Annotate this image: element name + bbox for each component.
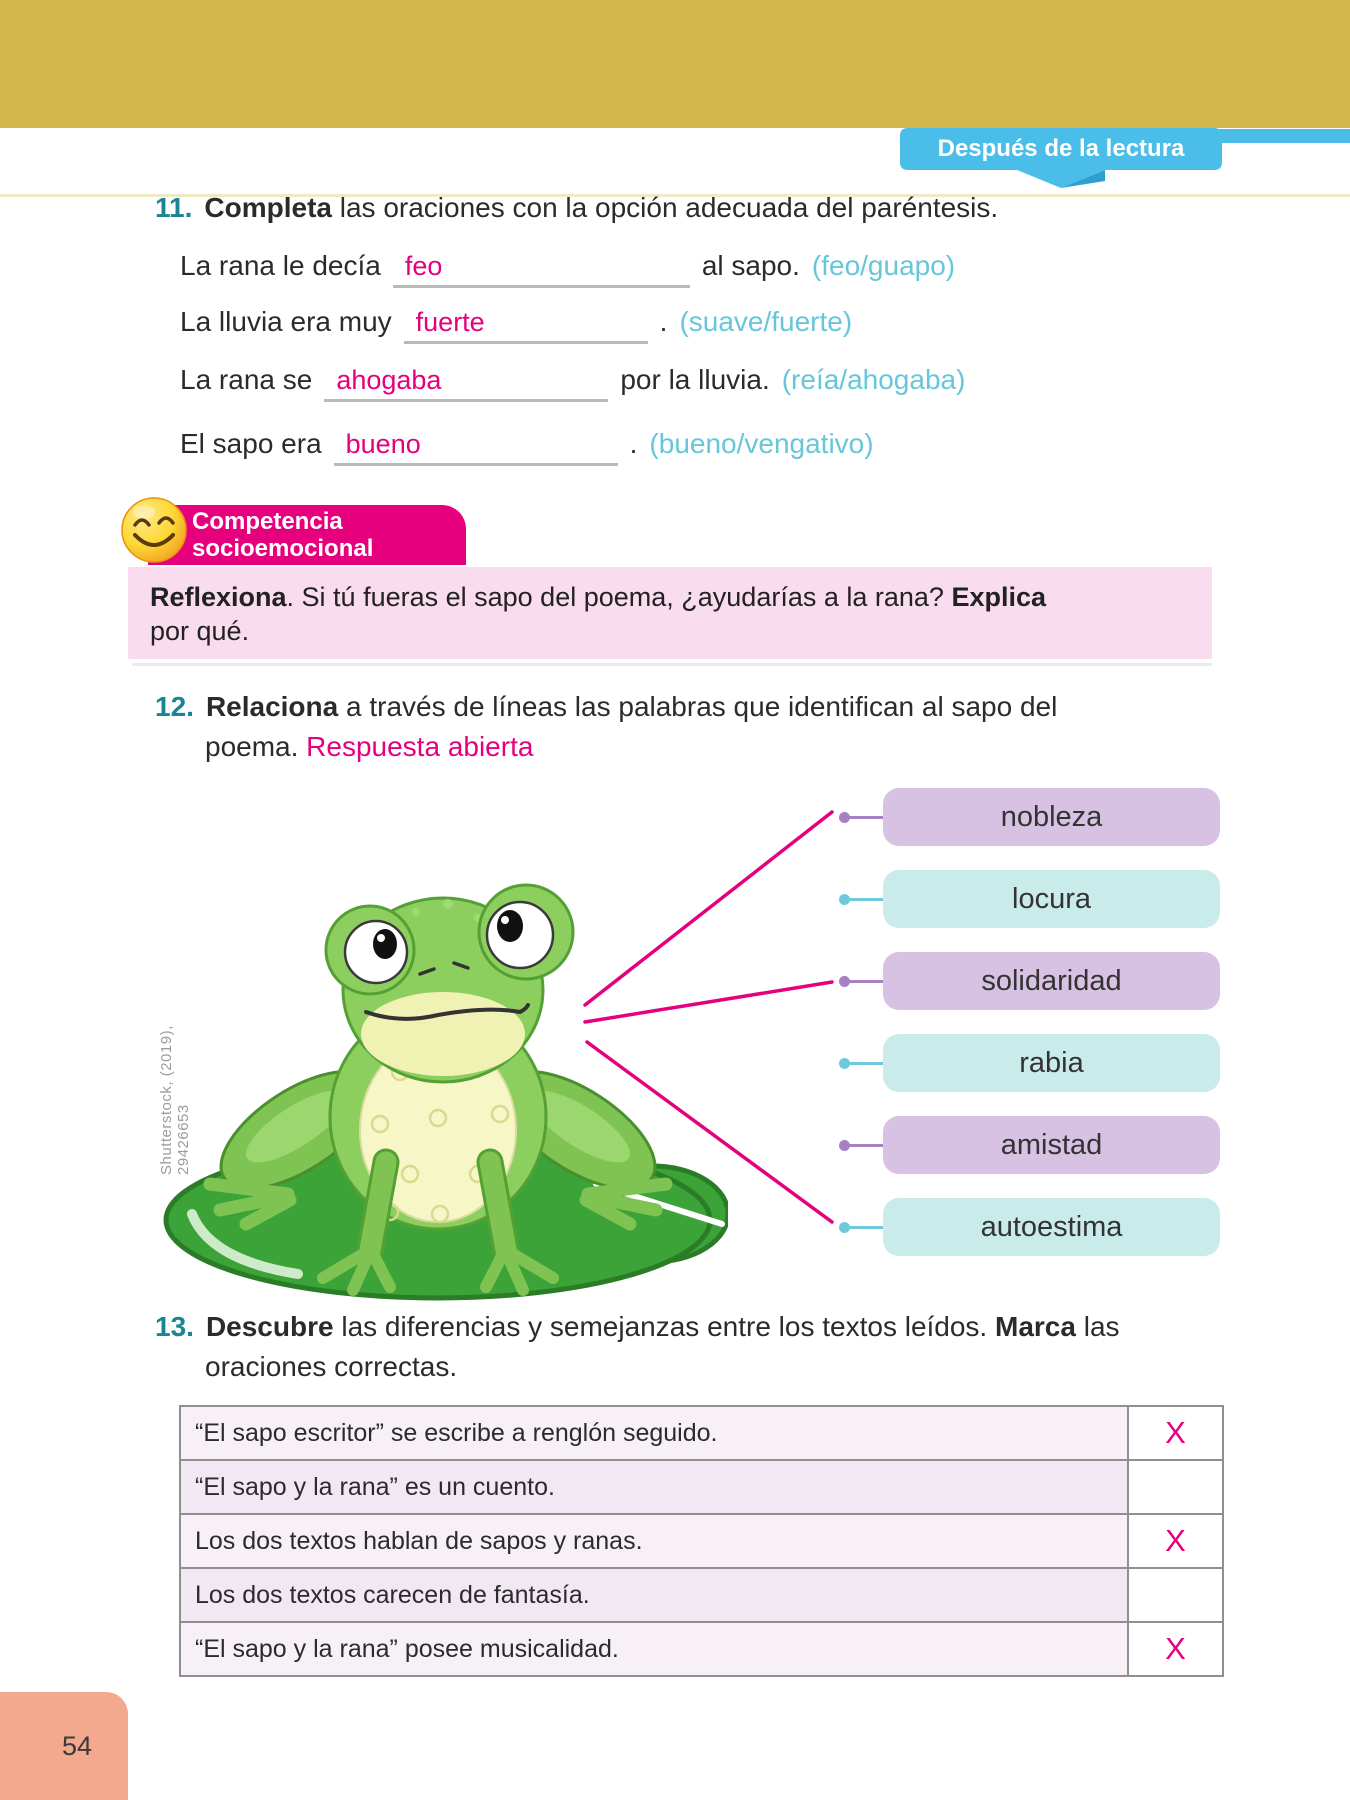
statement-cell: “El sapo y la rana” es un cuento. [181,1461,1129,1513]
exercise12-text: a través de líneas las palabras que identifican al sapo del [338,691,1058,722]
answer-options: (reía/ahogaba) [781,364,966,395]
sentence-prefix: El sapo era [180,428,322,459]
word-label: solidaridad [981,964,1122,997]
answer-blank[interactable] [404,306,648,344]
sentence-prefix: La lluvia era muy [180,306,392,337]
connector-line [847,1062,883,1065]
connector-line [847,980,883,983]
answer-options: (feo/guapo) [811,250,956,281]
exercise13-verb2: Marca [995,1311,1076,1342]
answer-blank[interactable] [393,250,690,288]
statement-cell: “El sapo escritor” se escribe a renglón seguido. [181,1407,1129,1459]
image-credit: Shutterstock, (2019), 29426653 [158,1025,192,1175]
connector-line [847,1226,883,1229]
connector-dot[interactable] [839,1140,850,1151]
sentence-suffix: por la lluvia. [620,364,770,395]
section-tab: Después de la lectura [937,135,1185,162]
match-word-rabia[interactable] [883,1034,1220,1092]
competencia-badge-label [192,508,373,562]
table-row [181,1461,1222,1515]
connector-line [847,898,883,901]
exercise11-text: las oraciones con la opción adecuada del paréntesis. [331,192,999,223]
connector-dot[interactable] [839,894,850,905]
fill-row [180,364,965,402]
table-row [181,1515,1222,1569]
word-label: autoestima [980,1210,1123,1243]
written-answer: feo [404,251,443,281]
reflexiona-body: . Si tú fueras el sapo del poema, ¿ayudarías a la rana? [286,582,952,612]
sentence-prefix: La rana le decía [180,250,381,281]
top-color-band [0,0,1350,128]
word-label: nobleza [1000,800,1103,833]
explica-bold: Explica [951,582,1046,612]
match-word-nobleza[interactable] [883,788,1220,846]
connector-line [847,816,883,819]
word-label: amistad [1000,1128,1103,1161]
word-label: rabia [1019,1046,1084,1079]
reflexiona-bold: Reflexiona [150,582,287,612]
table-row [181,1569,1222,1623]
sentence-prefix: La rana se [180,364,313,395]
fill-row [180,428,874,466]
exercise12-title [155,691,1057,723]
sentence-suffix: al sapo. [701,250,800,281]
written-answer: fuerte [415,307,485,337]
statement-cell: Los dos textos carecen de fantasía. [181,1569,1129,1621]
exercise11-number: 11. [155,192,193,223]
connector-dot[interactable] [839,976,850,987]
table-row [181,1407,1222,1461]
note-box-shadow [132,663,1212,666]
word-label: locura [1012,882,1091,915]
answer-blank[interactable] [334,428,618,466]
badge-line2: socioemocional [192,535,374,562]
mark-cell[interactable]: X [1129,1407,1222,1459]
statements-table [179,1405,1224,1677]
exercise12-title-line2 [205,731,533,763]
fill-row [180,306,852,344]
mark-cell[interactable] [1129,1461,1222,1513]
smiley-emoji-icon [120,496,188,564]
exercise12-text2: poema. [205,731,307,762]
sentence-suffix: . [659,306,668,337]
header-blue-strip [1216,129,1350,143]
match-lines [500,770,860,1250]
answer-blank[interactable] [324,364,608,402]
statement-cell: “El sapo y la rana” posee musicalidad. [181,1623,1129,1675]
mark-cell[interactable] [1129,1569,1222,1621]
fill-row [180,250,955,288]
connector-dot[interactable] [839,812,850,823]
exercise12-verb: Relaciona [205,691,339,722]
reflexiona-line2: por qué. [150,616,250,646]
mark-cell[interactable]: X [1129,1515,1222,1567]
exercise13-title [155,1311,1120,1343]
exercise13-text: las diferencias y semejanzas entre los textos leídos. [333,1311,995,1342]
answer-options: (suave/fuerte) [679,306,853,337]
page-number-tab [0,1692,128,1800]
open-answer-note: Respuesta abierta [306,731,534,762]
written-answer: bueno [345,429,421,459]
table-row [181,1623,1222,1675]
match-word-locura[interactable] [883,870,1220,928]
statement-cell: Los dos textos hablan de sapos y ranas. [181,1515,1129,1567]
connector-line [847,1144,883,1147]
exercise13-title-line2: oraciones correctas. [205,1351,458,1382]
exercise11-verb: Completa [204,192,332,223]
connector-dot[interactable] [839,1222,850,1233]
match-word-amistad[interactable] [883,1116,1220,1174]
mark-cell[interactable]: X [1129,1623,1222,1675]
page-number: 54 [61,1730,93,1761]
connector-dot[interactable] [839,1058,850,1069]
match-word-solidaridad[interactable] [883,952,1220,1010]
written-answer: ahogaba [336,365,442,395]
answer-options: (bueno/vengativo) [649,428,874,459]
reflexiona-text [150,580,1046,648]
sentence-suffix: . [629,428,638,459]
exercise11-title [155,192,998,224]
badge-line1: Competencia [192,508,343,535]
exercise13-text-end: las [1075,1311,1120,1342]
exercise13-number: 13. [155,1311,194,1342]
match-word-autoestima[interactable] [883,1198,1220,1256]
exercise13-verb: Descubre [205,1311,334,1342]
exercise12-number: 12. [155,691,194,722]
